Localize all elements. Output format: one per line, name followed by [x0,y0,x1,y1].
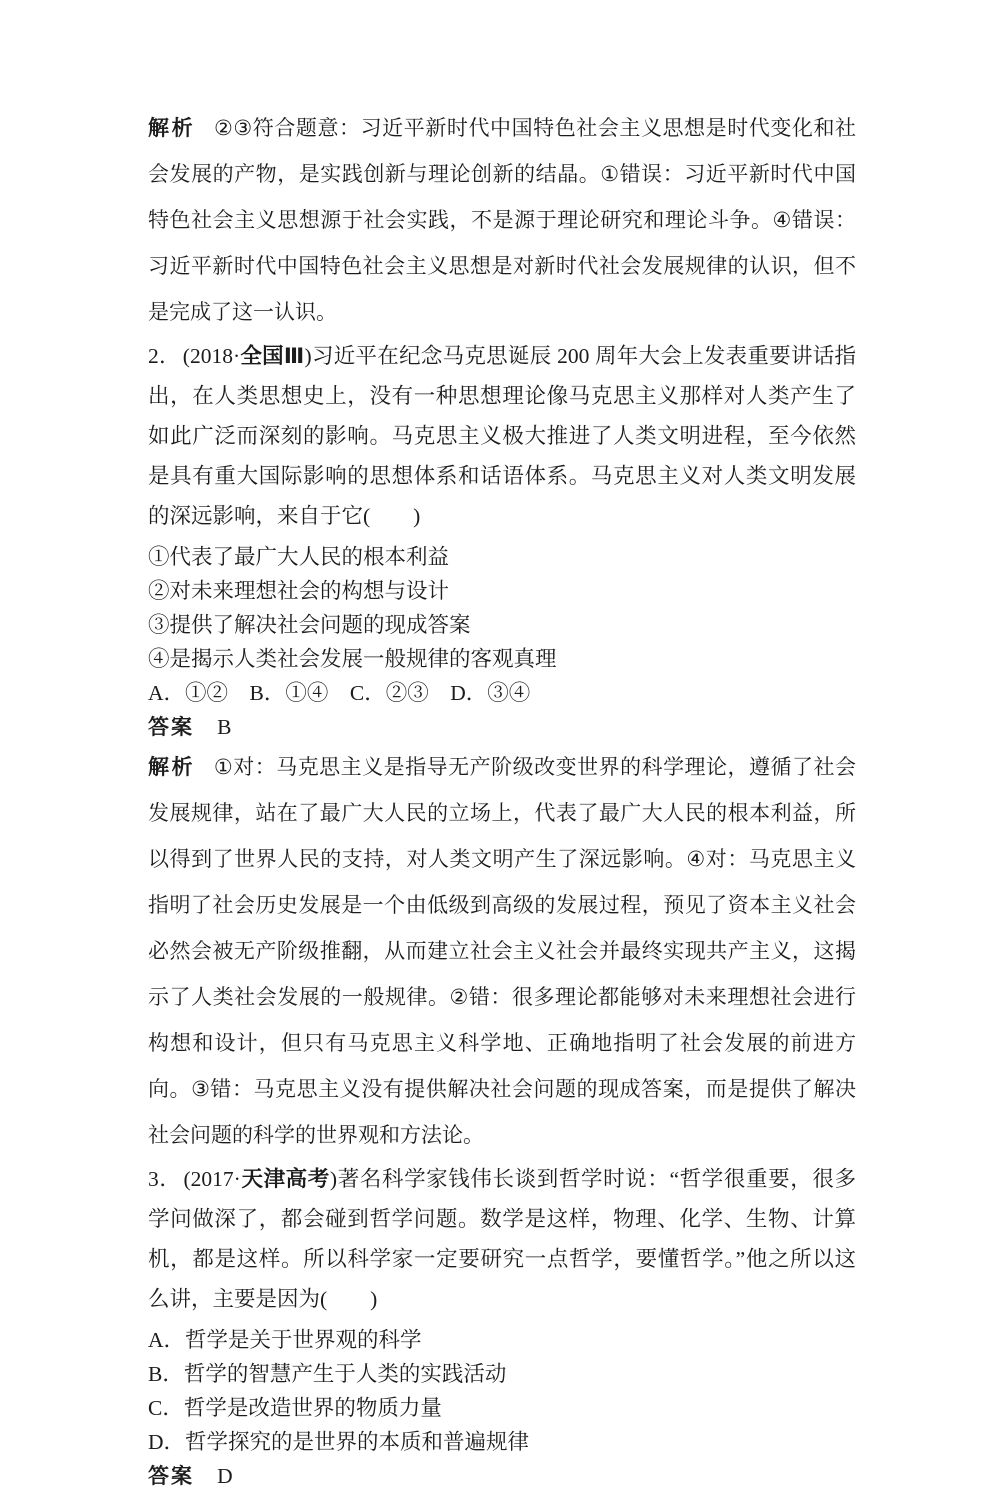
question-2-option-4: ④是揭示人类社会发展一般规律的客观真理 [148,647,557,671]
question-3-source: 天津高考 [240,1167,330,1191]
question-2-answer [148,710,856,745]
question-2-source-close: ) [304,344,312,368]
answer-label: 答案 [148,1465,194,1488]
question-3-option-a: A．哲学是关于世界观的科学 [148,1328,422,1352]
explanation-q2 [148,745,856,1159]
explanation-q1 [148,106,856,336]
question-3-option-d: D．哲学探究的是世界的本质和普遍规律 [148,1430,530,1454]
question-3-source-open: (2017· [183,1167,241,1191]
question-2-stem [148,336,856,536]
page-content [148,106,856,1494]
question-3-option-b: B．哲学的智慧产生于人类的实践活动 [148,1362,507,1386]
question-2-option-1: ①代表了最广大人民的根本利益 [148,545,450,569]
question-2-stem-text: 习近平在纪念马克思诞辰 200 周年大会上发表重要讲话指出，在人类思想史上，没有一种思想理论像马克思主义那样对人类产生了如此广泛而深刻的影响。马克思主义极大推进了人类文明进程，至今依然是具有重大国际影响的思想体系和话语体系。马克思主义对人类文明发展的深远影响，来自于它( ) [148,344,856,528]
explanation-label: 解析 [148,117,196,140]
question-2-source: 全国Ⅲ [240,344,305,368]
explanation-label: 解析 [148,756,195,779]
question-2-number: 2． [148,344,181,368]
question-3-source-close: ) [329,1167,338,1191]
answer-value: B [217,715,232,739]
answer-value: D [217,1464,233,1488]
question-2-option-3: ③提供了解决社会问题的现成答案 [148,613,471,637]
question-3-answer [148,1459,856,1494]
question-2-source-open: (2018· [182,344,241,368]
explanation-text: ①对：马克思主义是指导无产阶级改变世界的科学理论，遵循了社会发展规律，站在了最广大人民的立场上，代表了最广大人民的根本利益，所以得到了世界人民的支持，对人类文明产生了深远影响。④对：马克思主义指明了社会历史发展是一个由低级到高级的发展过程，预见了资本主义社会必然会被无产阶级推翻，从而建立社会主义社会并最终实现共产主义，这揭示了人类社会发展的一般规律。②错：很多理论都能够对未来理想社会进行构想和设计，但只有马克思主义科学地、正确地指明了社会发展的前进方向。③错：马克思主义没有提供解决社会问题的现成答案，而是提供了解决社会问题的科学的世界观和方法论。 [148,756,857,1147]
answer-label: 答案 [148,716,194,739]
question-3-option-c: C．哲学是改造世界的物质力量 [148,1396,442,1420]
question-3-stem-text: 著名科学家钱伟长谈到哲学时说：“哲学很重要，很多学问做深了，都会碰到哲学问题。数学是这样，物理、化学、生物、计算机，都是这样。所以科学家一定要研究一点哲学，要懂哲学。”他之所以这么讲，主要是因为( ) [148,1167,856,1311]
question-3-number: 3． [148,1167,182,1191]
explanation-text: ②③符合题意：习近平新时代中国特色社会主义思想是时代变化和社会发展的产物，是实践创新与理论创新的结晶。①错误：习近平新时代中国特色社会主义思想源于社会实践，不是源于理论研究和理论斗争。④错误：习近平新时代中国特色社会主义思想是对新时代社会发展规律的认识，但不是完成了这一认识。 [148,117,857,324]
question-2-option-2: ②对未来理想社会的构想与设计 [148,579,450,603]
question-3-stem [148,1159,856,1319]
question-2-choices: A．①② B．①④ C．②③ D．③④ [148,681,531,705]
